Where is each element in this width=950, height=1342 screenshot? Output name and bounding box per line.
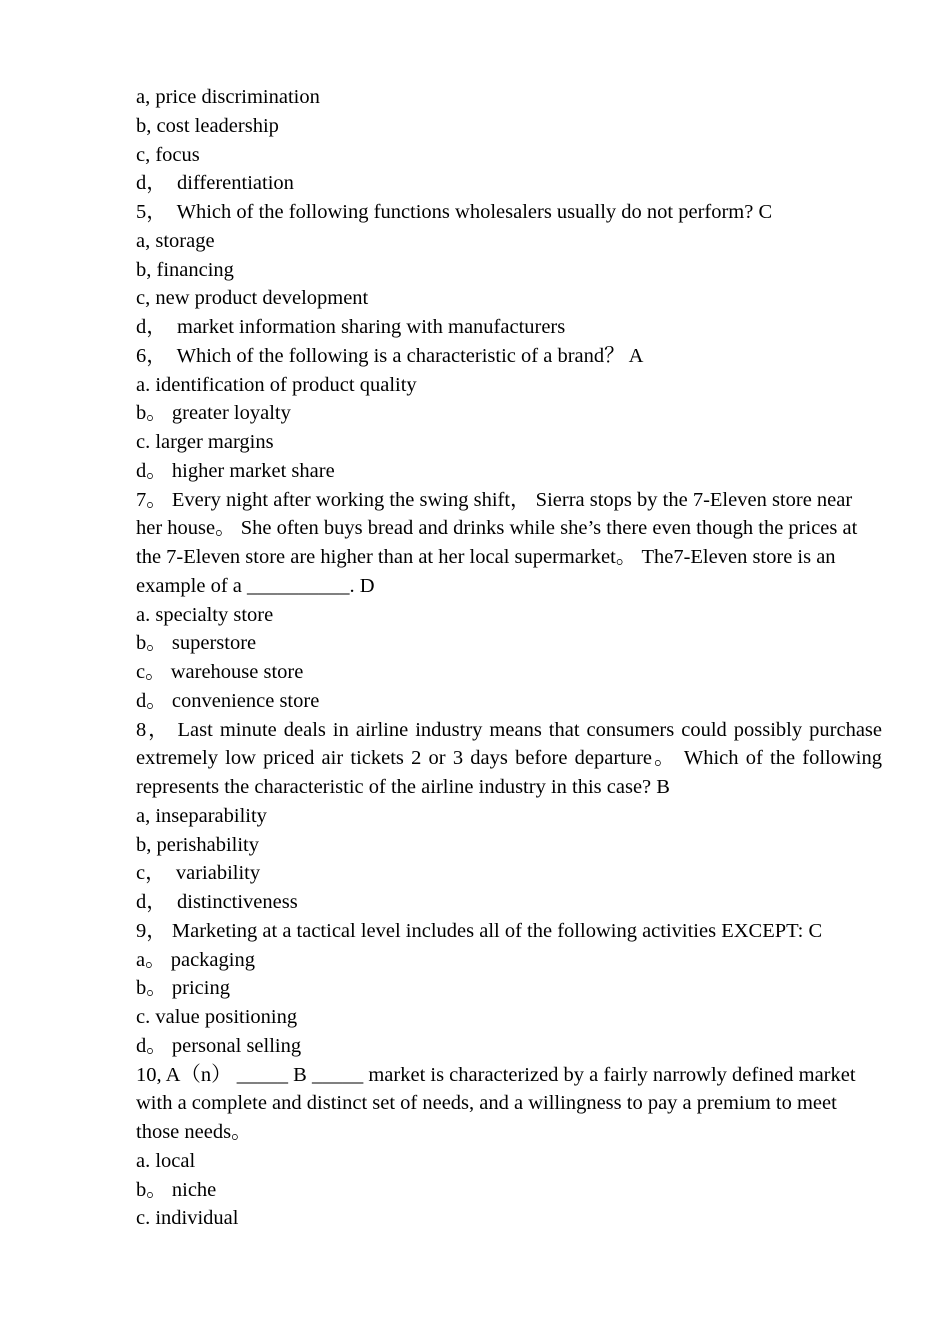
q8-option-d: d， distinctiveness — [136, 891, 298, 913]
q10-option-b: b。 niche — [136, 1178, 217, 1201]
option-b-cost-leadership: b, cost leadership — [136, 114, 279, 137]
option-c-focus: c, focus — [136, 143, 200, 166]
q9-option-b: b。 pricing — [136, 977, 230, 1000]
q7-option-b: b。 superstore — [136, 632, 257, 655]
q6-option-b: b。 greater loyalty — [136, 402, 291, 425]
q7-option-c: c。 warehouse store — [136, 661, 304, 683]
question-8: 8， Last minute deals in airline industry means that consumers could possibly purchase extremely low priced air tickets 2 or 3 days before departure。 Which of the following represents the characteristic of the airline industry in this case? B — [136, 718, 882, 798]
q5-option-c: c, new product development — [136, 287, 369, 310]
q9-option-c: c. value positioning — [136, 1006, 298, 1028]
option-a-price-discrimination: a, price discrimination — [136, 86, 320, 108]
question-6: 6， Which of the following is a characteristic of a brand？ A — [136, 344, 644, 367]
q7-option-a: a. specialty store — [136, 603, 274, 626]
q6-option-c: c. larger margins — [136, 431, 274, 453]
q5-option-a: a, storage — [136, 229, 215, 252]
q10-option-a: a. local — [136, 1149, 196, 1172]
q5-option-d: d， market information sharing with manufacturers — [136, 316, 566, 338]
q7-option-d: d。 convenience store — [136, 689, 320, 712]
q8-option-a: a, inseparability — [136, 804, 267, 827]
document-page — [136, 83, 882, 1233]
question-9: 9， Marketing at a tactical level includes all of the following activities EXCEPT: C — [136, 919, 823, 942]
q8-option-b: b, perishability — [136, 833, 259, 856]
question-10: 10, A（n） _____ B _____ market is characterized by a fairly narrowly defined market with a complete and distinct set of needs, and a willingness to pay a premium to meet those needs。 — [136, 1063, 856, 1143]
q6-option-a: a. identification of product quality — [136, 373, 417, 396]
q8-option-c: c， variability — [136, 862, 261, 885]
question-7: 7。 Every night after working the swing shift， Sierra stops by the 7-Eleven store near her house。 She often buys bread and drinks while she’s there even though the prices at the 7-Eleven store are higher than at her local supermarket。 The7-Eleven store is an example of a __________. D — [136, 488, 858, 597]
option-d-differentiation: d， differentiation — [136, 172, 294, 195]
question-5: 5， Which of the following functions wholesalers usually do not perform? C — [136, 201, 773, 223]
q6-option-d: d。 higher market share — [136, 459, 335, 482]
q10-option-c: c. individual — [136, 1207, 239, 1230]
q9-option-d: d。 personal selling — [136, 1034, 302, 1057]
q5-option-b: b, financing — [136, 258, 234, 281]
q9-option-a: a。 packaging — [136, 948, 255, 971]
